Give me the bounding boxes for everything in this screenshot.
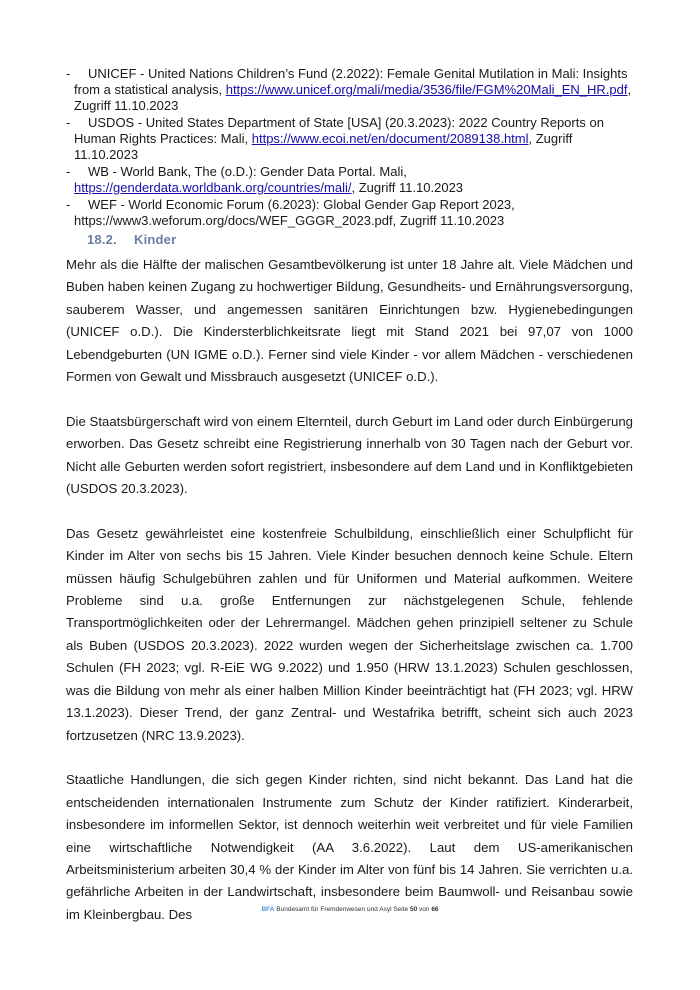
- reference-text: UNICEF - United Nations Children’s Fund (2.2022): Female Genital Mutilation in Mali: Insights: [88, 66, 628, 81]
- section-number: 18.2.: [87, 232, 117, 247]
- reference-item: [66, 66, 646, 114]
- paragraph: Mehr als die Hälfte der malischen Gesamtbevölkerung ist unter 18 Jahre alt. Viele Mädchen und Buben haben keinen Zugang zu hochwertiger Bildung, Gesundheits- und Ernährungsversorgung, sauberem Wasser, und angemessen sanitären Einrichtungen bzw. Hygienebedingungen (UNICEF o.D.). Die Kindersterblichkeitsrate liegt mit Stand 2021 bei 97,07 von 1000 Lebendgeburten (UN IGME o.D.). Ferner sind viele Kinder - vor allem Mädchen - verschiedenen Formen von Gewalt und Missbrauch ausgesetzt (UNICEF o.D.).: [66, 257, 633, 385]
- page-footer: [0, 906, 700, 913]
- list-dash: -: [66, 164, 71, 179]
- reference-text: WB - World Bank, The (o.D.): Gender Data Portal. Mali,: [88, 164, 407, 179]
- reference-access-date: 11.10.2023: [74, 147, 139, 162]
- footer-text: Bundesamt für Fremdenwesen und Asyl Seite: [276, 906, 409, 913]
- reference-link[interactable]: https://www.unicef.org/mali/media/3536/file/FGM%20Mali_EN_HR.pdf: [225, 82, 628, 97]
- paragraph: Die Staatsbürgerschaft wird von einem Elternteil, durch Geburt im Land oder durch Einbürgerung erworben. Das Gesetz schreibt eine Registrierung innerhalb von 30 Tagen nach der Geburt vor. Nicht alle Geburten werden sofort registriert, insbesondere auf dem Land und in Konfliktgebieten (USDOS 20.3.2023).: [66, 413, 633, 497]
- footer-of: von: [419, 906, 430, 913]
- reference-text: USDOS - United States Department of State [USA] (20.3.2023): 2022 Country Reports on: [88, 115, 604, 130]
- list-dash: -: [66, 66, 71, 81]
- footer-page-number: 50: [409, 906, 418, 913]
- list-dash: -: [66, 115, 71, 130]
- reference-continuation: from a statistical analysis, https://www.unicef.org/mali/media/3536/file/FGM%20Mali_EN_HR.pdf,: [74, 82, 632, 97]
- paragraph: Staatliche Handlungen, die sich gegen Kinder richten, sind nicht bekannt. Das Land hat die entscheidenden internationalen Instrumente zum Schutz der Kinder ratifiziert. Kinderarbeit, insbesondere im informellen Sektor, ist dennoch weiterhin weit verbreitet und für viele Familien eine wirtschaftliche Notwendigkeit (AA 3.6.2022). Laut dem US-amerikanischen Arbeitsministerium arbeiten 30,4 % der Kinder im Alter von fünf bis 14 Jahren. Sie verrichten u.a. gefährliche Arbeiten in der Landwirtschaft, insbesondere beim Baumwoll- und Reisanbau sowie im Kleinbergbau. Des: [66, 772, 633, 922]
- reference-link[interactable]: https://www.ecoi.net/en/document/2089138.html: [251, 131, 529, 146]
- section-title: Kinder: [134, 232, 177, 247]
- reference-item: [66, 197, 646, 229]
- reference-item: [66, 115, 646, 163]
- section-body: [66, 254, 633, 949]
- reference-link[interactable]: https://genderdata.worldbank.org/countries/mali/: [74, 180, 352, 195]
- reference-continuation: https://genderdata.worldbank.org/countries/mali/, Zugriff 11.10.2023: [74, 180, 464, 195]
- reference-item: [66, 164, 646, 196]
- reference-continuation: https://www3.weforum.org/docs/WEF_GGGR_2023.pdf, Zugriff 11.10.2023: [74, 213, 505, 228]
- list-dash: -: [66, 197, 71, 212]
- footer-page-total: 66: [431, 906, 439, 913]
- paragraph: Das Gesetz gewährleistet eine kostenfreie Schulbildung, einschließlich einer Schulpflicht für Kinder im Alter von sechs bis 15 Jahren. Viele Kinder besuchen dennoch keine Schule. Eltern müssen häufig Schulgebühren zahlen und für Uniformen und Material aufkommen. Weitere Probleme sind u.a. große Entfernungen zur nächstgelegenen Schule, fehlende Transportmöglichkeiten oder der Lehrermangel. Mädchen gehen prinzipiell seltener zu Schule als Buben (USDOS 20.3.2023). 2022 wurden wegen der Sicherheitslage zwischen ca. 1.700 Schulen (FH 2023; vgl. R-EiE WG 9.2022) und 1.950 (HRW 13.1.2023) Schulen geschlossen, was die Bildung von mehr als einer halben Million Kinder beeinträchtigt hat (FH 2023; vgl. HRW 13.1.2023). Dieser Trend, der ganz Zentral- und Westafrika betrifft, scheint sich auch 2023 fortzusetzen (NRC 13.9.2023).: [66, 525, 633, 743]
- reference-text: WEF - World Economic Forum (6.2023): Global Gender Gap Report 2023,: [88, 197, 515, 212]
- reference-continuation: Human Rights Practices: Mali, https://www.ecoi.net/en/document/2089138.html, Zugriff: [74, 131, 573, 146]
- footer-brand: BFA: [261, 906, 275, 913]
- section-heading: [87, 232, 176, 247]
- reference-access-date: Zugriff 11.10.2023: [74, 98, 179, 113]
- reference-list: [66, 66, 646, 230]
